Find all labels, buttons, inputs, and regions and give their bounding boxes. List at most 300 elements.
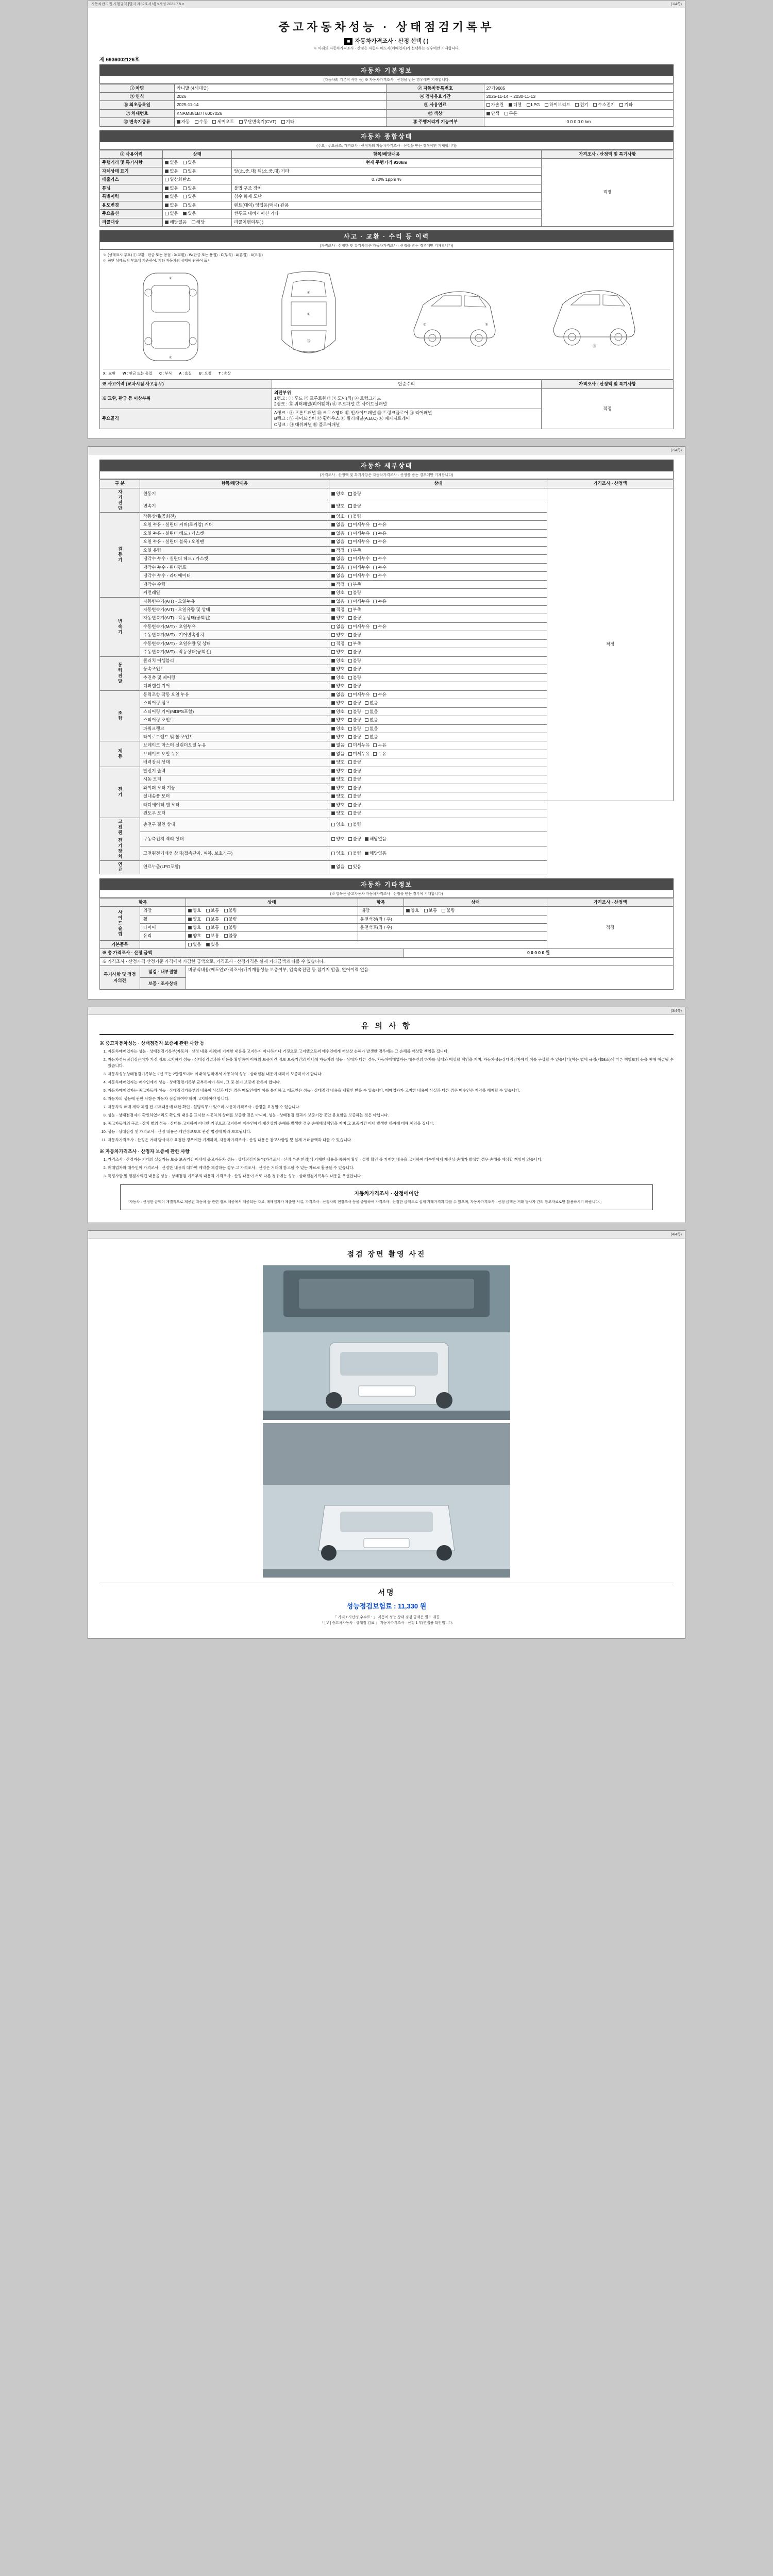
checkbox-trans-semi[interactable]: 세미오토	[212, 119, 234, 125]
table-row	[100, 949, 674, 957]
row-label-emission: 배출가스	[100, 176, 163, 184]
item-name: 자동변속기(A/T) - 작동상태(공회전)	[140, 614, 329, 622]
checkbox-none[interactable]: 없음	[331, 539, 344, 545]
checkbox-leak[interactable]: 누유	[373, 522, 386, 528]
checkbox-none[interactable]: 없음	[331, 864, 344, 870]
row-label-usechange: 용도변경	[100, 201, 163, 209]
docnum-label: 제	[99, 57, 105, 63]
item-status	[329, 775, 547, 784]
section-other-note: (※ 항목은 중고자동차 자동차가격조사 · 산정을 받는 경우에 기재합니다)	[99, 890, 674, 898]
legend-line-1: ※ (상태표시 부호) ① 교환 · 판금 또는 용접 · X(교환) · W(판금 또는 용접) · C(부식) · A(흠집) · U(요철)	[103, 253, 263, 258]
notice-item: 10. 성능 · 상태점검 및 가격조사 · 산정 내용은 개인정보보호 관련 법령에 따라 보호됩니다.	[108, 1129, 674, 1135]
checkbox-fuel-diesel[interactable]: 디젤	[509, 102, 522, 108]
checkbox-bad[interactable]: 불량	[348, 776, 361, 782]
checkbox-good[interactable]: 양호	[331, 726, 344, 732]
legend-line-2: ※ 하단 상태표시 부호에 기준하여, 기타 자동차의 상태에 관하여 표시	[103, 259, 211, 263]
item-status	[329, 572, 547, 580]
checkbox-leak[interactable]: 누유	[373, 692, 386, 698]
field-label-fuel: ⑨ 사용연료	[386, 101, 484, 109]
checkbox-na[interactable]: 없음	[365, 734, 378, 740]
checkbox-low[interactable]: 부족	[348, 548, 361, 553]
page-number-1: (1/4쪽)	[670, 3, 682, 6]
checkbox-basic-none[interactable]: 없음	[188, 942, 201, 947]
checkbox-bad[interactable]: 불량	[348, 768, 361, 774]
svg-text:②: ②	[423, 323, 427, 327]
checkbox-good[interactable]: 양호	[331, 810, 344, 816]
checkbox-none[interactable]: 없음	[331, 599, 344, 604]
other-basic-spacer	[140, 940, 186, 948]
col-status: 상태	[329, 480, 547, 488]
checkbox-ext-normal[interactable]: 보통	[206, 908, 219, 913]
checkbox-tire-bad[interactable]: 불량	[224, 925, 237, 930]
item-status	[329, 792, 547, 801]
page-3-strip	[88, 1007, 685, 1015]
detail-price-note: 적정	[547, 488, 674, 801]
checkbox-options-no[interactable]: 없음	[165, 211, 178, 216]
document-subtitle	[99, 37, 674, 45]
checkbox-bad[interactable]: 불량	[348, 709, 361, 715]
checkbox-leak[interactable]: 누유	[373, 624, 386, 630]
car-diagram-underbody[interactable]	[548, 268, 641, 366]
checkbox-ok[interactable]: 적정	[331, 607, 344, 613]
item-status	[329, 597, 547, 605]
inspection-fee: 성능점검보험료 : 11,330 원	[346, 1602, 427, 1610]
checkbox-trans-manual[interactable]: 수동	[195, 119, 208, 125]
item-name: 구동축전지 격리 상태	[140, 832, 329, 846]
checkbox-leak[interactable]: 누유	[373, 539, 386, 545]
checkbox-wheel-good[interactable]: 양호	[188, 917, 201, 922]
checkbox-trans-etc[interactable]: 기타	[281, 119, 294, 125]
table-row	[100, 92, 674, 100]
checkbox-good[interactable]: 양호	[331, 836, 344, 842]
checkbox-good[interactable]: 양호	[331, 759, 344, 765]
checkbox-none[interactable]: 없음	[331, 565, 344, 570]
item-status	[329, 724, 547, 733]
checkbox-na[interactable]: 없음	[365, 717, 378, 723]
row-detail-tuning: 불법 구조 장치	[231, 184, 541, 192]
checkbox-none[interactable]: 없음	[331, 692, 344, 698]
car-diagram-right-side[interactable]	[408, 268, 500, 366]
outer-panel-label: 외판부위	[274, 389, 291, 395]
checkbox-minor[interactable]: 미세누수	[348, 573, 370, 579]
item-name: 자동변속기(A/T) - 오일유량 및 상태	[140, 605, 329, 614]
page-4-strip	[88, 1231, 685, 1239]
checkbox-low[interactable]: 부족	[348, 641, 361, 647]
item-status	[329, 512, 547, 520]
accident-history-table	[99, 380, 674, 429]
field-value-plate: 27가9685	[484, 84, 673, 92]
cat-engine: 원동기	[100, 512, 140, 597]
checkbox-recall-none[interactable]: 해당없음	[165, 219, 187, 225]
checkbox-usechange-no[interactable]: 없음	[165, 202, 178, 208]
checkbox-glass-bad[interactable]: 불량	[224, 933, 237, 939]
checkbox-bad[interactable]: 불량	[348, 822, 361, 827]
col-category: 구 분	[100, 480, 140, 488]
checkbox-options-yes[interactable]: 있음	[183, 211, 196, 216]
checkbox-none[interactable]: 없음	[331, 624, 344, 630]
other-price-note: 적정	[547, 907, 674, 949]
col-price: 가격조사 · 산정액	[547, 480, 674, 488]
checkbox-minor[interactable]: 미세누유	[348, 624, 370, 630]
checkbox-ok[interactable]: 적정	[331, 548, 344, 553]
checkbox-bad[interactable]: 불량	[348, 759, 361, 765]
cat-fuel: 연료	[100, 860, 140, 874]
checkbox-na[interactable]: 해당없음	[365, 836, 386, 842]
outer-panel-rank2: 2랭크 : ⑤ 쿼터패널(리어휀더) ⑥ 루프패널 ⑦ 사이드실패널	[274, 401, 387, 407]
car-diagram-top-view[interactable]	[257, 268, 360, 366]
checkbox-minor[interactable]: 미세누유	[348, 522, 370, 528]
cat-electrical: 전기	[100, 767, 140, 818]
frame-rank-c: C랭크 : ⑭ 대쉬패널 ⑱ 플로어패널	[274, 421, 340, 427]
field-label-inspection: ④ 검사유효기간	[386, 92, 484, 100]
checkbox-tuning-no[interactable]: 없음	[165, 185, 178, 191]
checkbox-good[interactable]: 양호	[331, 649, 344, 655]
table-row	[100, 801, 674, 809]
table-header-row	[100, 480, 674, 488]
item-status	[329, 529, 547, 537]
cat-selfdiag: 자기진단	[100, 488, 140, 512]
mark-c: C : 부식	[159, 372, 172, 376]
item-name: 오일 누유 - 실린더 헤드 / 가스켓	[140, 529, 329, 537]
footer-note	[99, 1615, 674, 1629]
checkbox-bad[interactable]: 불량	[348, 802, 361, 808]
item-name: 냉각수 누수 - 라디에이터	[140, 572, 329, 580]
checkbox-none[interactable]: 없음	[331, 531, 344, 536]
wheel-position-front: 운전석전(좌 / 우)	[358, 915, 547, 923]
item-status	[329, 563, 547, 571]
field-label-year: ③ 연식	[100, 92, 175, 100]
item-status	[329, 500, 547, 513]
other-info-table	[99, 898, 674, 990]
document-title: 중고자동차성능 · 상태점검기록부	[278, 21, 495, 33]
checkbox-good[interactable]: 양호	[331, 768, 344, 774]
checkbox-tuning-yes[interactable]: 있음	[183, 185, 196, 191]
checkbox-int-good[interactable]: 양호	[406, 908, 419, 913]
checkbox-special-no[interactable]: 없음	[165, 194, 178, 199]
checkbox-good[interactable]: 양호	[331, 851, 344, 856]
checkbox-good[interactable]: 양호	[331, 666, 344, 672]
frame-rank-b: B랭크 : ⑨ 사이드멤버 ⑫ 휠하우스 ⑬ 필러패널(A,B,C) ⑰ 패키지트레이	[274, 416, 410, 421]
field-label-first-reg: ⑤ 최초등록일	[100, 101, 175, 109]
svg-text:①: ①	[169, 277, 173, 281]
inspection-photo-rear[interactable]	[263, 1423, 510, 1578]
item-name: 오일 유량	[140, 546, 329, 554]
table-row	[100, 488, 674, 500]
item-name: 냉각수 누수 - 워터펌프	[140, 563, 329, 571]
price-note-cell	[542, 159, 674, 227]
checkbox-fuel-ev[interactable]: 전기	[575, 102, 588, 108]
item-name: 추진축 및 베어링	[140, 673, 329, 682]
checkbox-glass-good[interactable]: 양호	[188, 933, 201, 939]
row-label-special: 특별이력	[100, 193, 163, 201]
checkbox-good[interactable]: 양호	[331, 503, 344, 509]
col-price-note: 가격조사 · 산정액 및 특기사항	[542, 150, 674, 158]
checkbox-wheel-normal[interactable]: 보통	[206, 917, 219, 922]
item-name: 배력장치 상태	[140, 758, 329, 767]
checkbox-bad[interactable]: 불량	[348, 734, 361, 740]
checkbox-leak[interactable]: 누유	[373, 531, 386, 536]
cat-steering: 조향	[100, 690, 140, 741]
checkbox-bad[interactable]: 불량	[348, 503, 361, 509]
section-basic-info-note: (자동차의 기본적 사항 등) ※ 자동차가격조사 · 산정을 받는 경우에만 기재합니다.	[99, 76, 674, 84]
other-label-exterior: 외장	[140, 907, 186, 915]
checkbox-glass-normal[interactable]: 보통	[206, 933, 219, 939]
document-note: ※ 아래의 자동차가격조사 · 산정은 자동차 매도자(매매업자)가 선택하는 경우에만 기재합니다.	[313, 47, 460, 50]
car-diagram-left-side[interactable]	[132, 268, 209, 366]
checkbox-bad[interactable]: 불량	[348, 683, 361, 689]
checkbox-bad[interactable]: 불량	[348, 632, 361, 638]
checkbox-ext-bad[interactable]: 불량	[224, 908, 237, 913]
checkbox-na[interactable]: 없음	[365, 726, 378, 732]
checkbox-minor[interactable]: 미세누수	[348, 556, 370, 562]
table-row	[100, 84, 674, 92]
extra-label-1: 점검 · 내부결함	[140, 966, 186, 978]
checkbox-good[interactable]: 양호	[331, 675, 344, 681]
checkbox-fuel-lpg[interactable]: LPG	[527, 102, 540, 108]
other-label-tire: 타이어	[140, 923, 186, 931]
checkbox-bad[interactable]: 불량	[348, 590, 361, 596]
checkbox-good[interactable]: 양호	[331, 658, 344, 664]
item-name: 수동변속기(M/T) - 작동상태(공회전)	[140, 648, 329, 656]
col-item: 항목/해당내용	[140, 480, 329, 488]
row-label-body: 자체상태 표기	[100, 167, 163, 175]
checkbox-good[interactable]: 양호	[331, 514, 344, 519]
item-status	[329, 555, 547, 563]
checkbox-bad[interactable]: 불량	[348, 717, 361, 723]
checkbox-na[interactable]: 해당없음	[365, 851, 386, 856]
accident-history-label: ※ 사고이력 (교차시점 사고유무)	[100, 380, 272, 388]
page-2	[88, 446, 685, 999]
item-status	[329, 614, 547, 622]
cat-brake: 제동	[100, 741, 140, 767]
checkbox-bad[interactable]: 불량	[348, 666, 361, 672]
checkbox-low[interactable]: 부족	[348, 582, 361, 587]
checkbox-none[interactable]: 없음	[331, 556, 344, 562]
item-status	[329, 716, 547, 724]
checkbox-bad[interactable]: 불량	[348, 810, 361, 816]
page-number-4: (4/4쪽)	[670, 1232, 682, 1236]
item-name: 냉각수 수량	[140, 580, 329, 588]
item-status	[329, 673, 547, 682]
other-label-basic: 기본품목	[100, 940, 140, 948]
checkbox-fuel-hybrid[interactable]: 하이브리드	[545, 102, 570, 108]
checkbox-minor[interactable]: 미세누유	[348, 599, 370, 604]
item-status	[329, 580, 547, 588]
checkbox-int-bad[interactable]: 불량	[442, 908, 455, 913]
item-status	[329, 741, 547, 750]
field-label-vin: ⑦ 차대번호	[100, 109, 175, 117]
checkbox-bad[interactable]: 불량	[348, 785, 361, 791]
table-row	[100, 818, 674, 832]
checkbox-int-normal[interactable]: 보통	[424, 908, 437, 913]
checkbox-minor[interactable]: 미세누수	[348, 565, 370, 570]
checkbox-leak[interactable]: 누유	[373, 599, 386, 604]
checkbox-bad[interactable]: 불량	[348, 675, 361, 681]
checkbox-bad[interactable]: 불량	[348, 658, 361, 664]
other-state-basic	[186, 940, 547, 948]
row-detail-mileage: 현재 주행거리 930km	[231, 159, 541, 167]
checkbox-good[interactable]: 양호	[331, 709, 344, 715]
price-declaration-title: 자동차가격조사 · 산정에이안	[354, 1191, 419, 1197]
checkbox-good[interactable]: 양호	[331, 683, 344, 689]
item-status	[329, 648, 547, 656]
checkbox-minor[interactable]: 미세누유	[348, 692, 370, 698]
checkbox-ext-good[interactable]: 양호	[188, 908, 201, 913]
table-row	[100, 118, 674, 126]
row-state-mileage	[163, 159, 232, 167]
notice-item: 4. 자동차매매업자는 매수인에게 성능 · 상태점검기록부 교부하여야 하며, 그 중 본기 보증에 관하여 합니다.	[108, 1079, 674, 1086]
item-name: 발전기 출력	[140, 767, 329, 775]
document-number	[99, 55, 674, 63]
checkbox-recall-yes[interactable]: 해당	[192, 219, 205, 225]
checkbox-bad[interactable]: 불량	[348, 649, 361, 655]
checkbox-na[interactable]: 없음	[365, 700, 378, 706]
item-name: 타이로드엔드 및 볼 조인트	[140, 733, 329, 741]
notice-item: 1. 자동차매매업자는 성능 · 상태점검기록부(자동차 · 산정 내용 제외)에 기재한 내용을 고지하지 아니하거나 거짓으로 고지했으로써 매수인에게 재산상 손해가 발생한 경우에는 그 손해를 배상할 책임을 집니다.	[108, 1048, 674, 1055]
checkbox-low[interactable]: 부족	[348, 607, 361, 613]
table-row	[100, 101, 674, 109]
checkbox-basic-yes[interactable]: 있음	[206, 942, 219, 947]
extra-note-text: 비공식내용(매도인)가격조사(배기계통성능 보증여부, 압축촉진판 등 점기지 압출, 없어이력 없음.	[186, 966, 673, 990]
checkbox-leak[interactable]: 누수	[373, 573, 386, 579]
checkbox-leak[interactable]: 누수	[373, 556, 386, 562]
col-other-item2: 항목	[358, 898, 404, 906]
checkbox-bad[interactable]: 불량	[348, 615, 361, 621]
table-row	[100, 109, 674, 117]
page-4	[88, 1230, 685, 1639]
checkbox-fuel-gasoline[interactable]: 가솔린	[486, 102, 504, 108]
checkbox-ok[interactable]: 적정	[331, 582, 344, 587]
item-name: 작동상태(공회전)	[140, 512, 329, 520]
checkbox-good[interactable]: 양호	[331, 590, 344, 596]
notice-list-1	[108, 1048, 674, 1143]
cat-powertrain: 동력전달	[100, 656, 140, 690]
checkbox-good[interactable]: 양호	[331, 615, 344, 621]
item-name: 디퍼렌셜 기어	[140, 682, 329, 690]
checkbox-minor[interactable]: 미세누유	[348, 751, 370, 757]
row-state-tuning	[163, 184, 232, 192]
checkbox-wheel-bad[interactable]: 불량	[224, 917, 237, 922]
checkbox-none[interactable]: 없음	[331, 573, 344, 579]
accident-price-note-value: 적정	[542, 388, 674, 429]
checkbox-bad[interactable]: 불량	[348, 700, 361, 706]
cat-sideslip: 사이드슬립	[100, 907, 140, 941]
checkbox-good[interactable]: 양호	[331, 632, 344, 638]
row-state-emission	[163, 176, 232, 184]
item-name: 와이퍼 모터 기능	[140, 784, 329, 792]
section-overall-note: (주요 · 주요골조, 가격조사 · 산정자의 자동차가격조사 · 산정을 받는 경우에만 기재합니다)	[99, 142, 674, 150]
notice-item: 9. 중고자동차의 구조 · 장치 별의 성능 · 상태를 고지하지 아니한 거짓으로 고지하여 매수인에게 재산상의 손해를 발생한 경우 손해배상책임을 지며 그 보증기간 이내 발생한 하자에 대해 책임을 집니다.	[108, 1121, 674, 1127]
item-status	[329, 707, 547, 716]
checkbox-mileage-yes[interactable]: 있음	[183, 160, 196, 165]
checkbox-leak[interactable]: 누수	[373, 565, 386, 570]
checkbox-leak[interactable]: 누유	[373, 751, 386, 757]
checkbox-good[interactable]: 양호	[331, 717, 344, 723]
checkbox-ok[interactable]: 적정	[331, 641, 344, 647]
field-value-inspection: 2025-11-14 ~ 2030-11-13	[484, 92, 673, 100]
item-status	[329, 639, 547, 648]
checkbox-bad[interactable]: 불량	[348, 514, 361, 519]
item-name: 연료누출(LPG포함)	[140, 860, 329, 874]
checkbox-na[interactable]: 없음	[365, 709, 378, 715]
row-detail-special: 침수 화재 도난	[231, 193, 541, 201]
row-detail-recall: 리콜이행여부( )	[231, 218, 541, 226]
item-status	[329, 631, 547, 639]
checkbox-good[interactable]: 양호	[331, 776, 344, 782]
checkbox-none[interactable]: 없음	[331, 522, 344, 528]
checkbox-fuel-hydrogen[interactable]: 수소전기	[593, 102, 615, 108]
checkbox-color-single[interactable]: 단색	[486, 111, 499, 116]
checkbox-bad[interactable]: 불량	[348, 726, 361, 732]
checkbox-body-no[interactable]: 없음	[165, 168, 178, 174]
item-status	[329, 656, 547, 665]
row-detail-body: 앞(소,중,대) 뒤(소,중,대) 기타	[231, 167, 541, 175]
checkbox-trans-cvt[interactable]: 무단변속기(CVT)	[239, 119, 277, 125]
checkbox-minor[interactable]: 미세누유	[348, 531, 370, 536]
item-name: 스티어링 기어(MDPS포함)	[140, 707, 329, 716]
col-other-state2: 상태	[404, 898, 547, 906]
checkbox-tire-good[interactable]: 양호	[188, 925, 201, 930]
svg-text:⑥: ⑥	[307, 313, 310, 317]
checkbox-none[interactable]: 없음	[331, 742, 344, 748]
item-name: 클러치 어셈블리	[140, 656, 329, 665]
checkbox-good[interactable]: 양호	[331, 793, 344, 799]
checkbox-trans-auto[interactable]: 자동	[177, 119, 190, 125]
row-state-body	[163, 167, 232, 175]
checkbox-yes[interactable]: 있음	[348, 864, 361, 870]
checkbox-fuel-etc[interactable]: 기타	[619, 102, 632, 108]
item-name: 브레이크 오일 누유	[140, 750, 329, 758]
checkbox-none[interactable]: 없음	[331, 751, 344, 757]
checkbox-mileage-no[interactable]: 없음	[165, 160, 178, 165]
checkbox-good[interactable]: 양호	[331, 491, 344, 497]
checkbox-emission-co[interactable]: 일산화탄소	[165, 177, 191, 182]
checkbox-good[interactable]: 양호	[331, 802, 344, 808]
checkbox-bad[interactable]: 불량	[348, 836, 361, 842]
item-name: 스티어링 펌프	[140, 699, 329, 707]
notice-item: 3. 자동차성능상태점검기록부는 2년 또는 2만킬로미터 이내의 범위에서 자동차의 성능 · 상태점검 내용에 대하여 보증하여야 합니다.	[108, 1071, 674, 1077]
row-state-usechange	[163, 201, 232, 209]
checkbox-bad[interactable]: 불량	[348, 491, 361, 497]
checkbox-body-yes[interactable]: 있음	[183, 168, 196, 174]
form-legal-ref: 자동차관리법 시행규칙 [별지 제82호서식] <개정 2021.7.5.>	[91, 3, 184, 6]
checkbox-good[interactable]: 양호	[331, 700, 344, 706]
checkbox-usechange-yes[interactable]: 있음	[183, 202, 196, 208]
glass-extra	[358, 932, 547, 940]
checkbox-minor[interactable]: 미세누유	[348, 742, 370, 748]
checkbox-special-yes[interactable]: 있음	[183, 194, 196, 199]
item-status	[329, 488, 547, 500]
row-state-recall	[163, 218, 232, 226]
checkbox-bad[interactable]: 불량	[348, 851, 361, 856]
item-status	[329, 622, 547, 631]
subtitle-text: 자동차가격조사 · 산정 선택 ( )	[355, 38, 429, 44]
checkbox-tire-normal[interactable]: 보통	[206, 925, 219, 930]
checkbox-color-twotone[interactable]: 투톤	[505, 111, 517, 116]
checkbox-minor[interactable]: 미세누유	[348, 539, 370, 545]
checkbox-good[interactable]: 양호	[331, 785, 344, 791]
checkbox-good[interactable]: 양호	[331, 734, 344, 740]
inspection-photo-underbody[interactable]	[263, 1265, 510, 1420]
item-status	[329, 767, 547, 775]
notice-title: 유 의 사 항	[99, 1020, 674, 1035]
item-name: 수동변속기(M/T) - 오일유량 및 상태	[140, 639, 329, 648]
checkbox-bad[interactable]: 불량	[348, 793, 361, 799]
total-price-note: ※ 가격조사 · 산정가격 산정기준 가격에서 가감한 금액으로, 가격조사 · 산정가격은 실제 거래금액과 다를 수 있습니다.	[100, 957, 674, 965]
checkbox-good[interactable]: 양호	[331, 822, 344, 827]
checkbox-leak[interactable]: 누유	[373, 742, 386, 748]
price-declaration-box	[120, 1184, 653, 1210]
